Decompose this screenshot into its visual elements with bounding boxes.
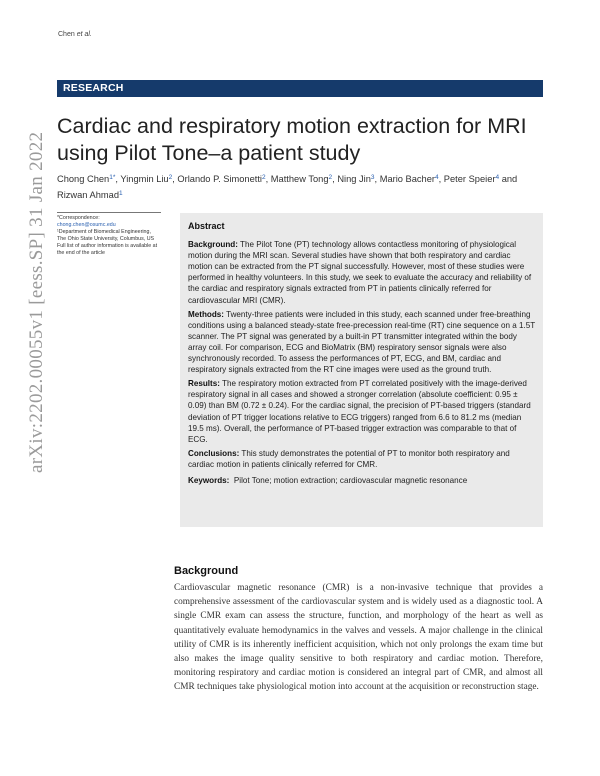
abstract-methods: Methods: Twenty-three patients were included in this study, each scanned under free-breathing conditions using a balanced steady-state free-precession real-time (RT) cine sequence on a 1.5T scanner. The PT signal was generated by a built-in PT transmitter integrated within the body array coil. For comparison, ECG and BioMatrix (BM) respiratory sensor signals were also synchronously recorded. To assess the performances of PT, ECG, and BM, cardiac and respiratory signals extracted from the RT cine images were used as the ground truth.: [188, 309, 536, 375]
abstract-keywords: Keywords: Pilot Tone; motion extraction; cardiovascular magnetic resonance: [188, 475, 468, 485]
arxiv-stamp: arXiv:2202.00055v1 [eess.SP] 31 Jan 2022: [26, 131, 47, 473]
author-name: Rizwan Ahmad: [57, 189, 120, 200]
author-info-note: Full list of author information is available at the end of the article: [57, 243, 158, 256]
affiliation-note: ¹Department of Biomedical Engineering, The Ohio State University, Columbus, US: [57, 229, 155, 242]
section-label: RESEARCH: [57, 80, 543, 97]
author-separator: ,: [332, 174, 338, 184]
author-separator: ,: [172, 174, 178, 184]
author-list: [57, 171, 543, 202]
author-affiliation-mark[interactable]: 3: [370, 174, 375, 181]
author-separator: ,: [265, 174, 271, 184]
correspondence-label: *Correspondence:: [57, 215, 100, 221]
author-affiliation-mark[interactable]: 1: [119, 189, 123, 197]
abstract-conclusions: Conclusions: This study demonstrates the potential of PT to monitor both respiratory and cardiac motion in patients clinically referred for CMR.: [188, 448, 510, 469]
author-name: Mario Bacher: [379, 174, 435, 184]
author-name: Chong Chen: [57, 174, 110, 184]
author-name: Orlando P. Simonetti: [177, 174, 262, 184]
author-separator: ,: [374, 174, 380, 184]
abstract-heading: Abstract: [188, 221, 225, 231]
author-affiliation-mark[interactable]: 2: [262, 174, 266, 181]
author-separator: and: [499, 174, 518, 184]
author-name: Matthew Tong: [270, 174, 329, 184]
author-affiliation-mark[interactable]: 4: [435, 174, 439, 181]
author-name: Peter Speier: [443, 174, 496, 184]
correspondence-email[interactable]: chong.chen@osumc.edu: [57, 222, 116, 228]
abstract-results: Results: The respiratory motion extracted from PT correlated positively with the image-derived respiratory signal in all cases and showed a stronger correlation (absolute coefficient: 0.95 ± 0.09) than BM (0.72 ± 0.24). For the cardiac signal, the precision of PT-based triggers (standard deviation of PT trigger locations relative to ECG triggers) ranged from 6.6 to 81.2 ms (median 19.5 ms). Overall, the performance of PT-based trigger extraction was comparable to that of ECG.: [188, 379, 531, 444]
running-head: Chen et al.: [58, 31, 92, 38]
author-affiliation-mark[interactable]: 4: [495, 174, 500, 181]
author-name: Ning Jin: [337, 174, 371, 184]
abstract-box: [180, 213, 543, 527]
paper-title: Cardiac and respiratory motion extraction for MRI using Pilot Tone–a patient study: [57, 114, 527, 165]
author-affiliation-mark[interactable]: 2: [168, 174, 173, 181]
author-affiliation-mark[interactable]: 2: [328, 174, 333, 181]
author-separator: ,: [115, 174, 121, 184]
author-separator: ,: [438, 174, 444, 184]
author-name: Yingmin Liu: [120, 174, 169, 184]
author-affiliation-mark[interactable]: 1*: [109, 174, 116, 181]
background-paragraph: Cardiovascular magnetic resonance (CMR) is a non-invasive technique that provides a comprehensive assessment of the cardiovascular system and is widely used as a diagnostic tool. A single CMR exam can assess the structure, function, and morphology of the heart as well as quantitatively evaluate hemodynamics in the valves and vessels. A major challenge in the clinical utility of CMR is its inherently inefficient acquisition, which not only prolongs the exam time but also makes the image quality sensitive to both respiratory and cardiac motion. Therefore, monitoring respiratory and cardiac motion is considered an integral part of CMR, and almost all CMR techniques take physiological motion into account at the acquisition or reconstruction stage.: [174, 583, 543, 693]
background-heading: Background: [174, 565, 239, 577]
correspondence-note: [57, 212, 161, 257]
abstract-background: Background: The Pilot Tone (PT) technology allows contactless monitoring of physiological motion during the MRI scan. Several studies have shown that both respiratory and cardiac motion can be extracted from the PT signal successfully. However, most of these studies were performed in healthy volunteers. In this study, we seek to evaluate the accuracy and reliability of the cardiac and respiratory signals extracted from PT in patients clinically referred for cardiovascular MRI (CMR).: [188, 240, 532, 305]
